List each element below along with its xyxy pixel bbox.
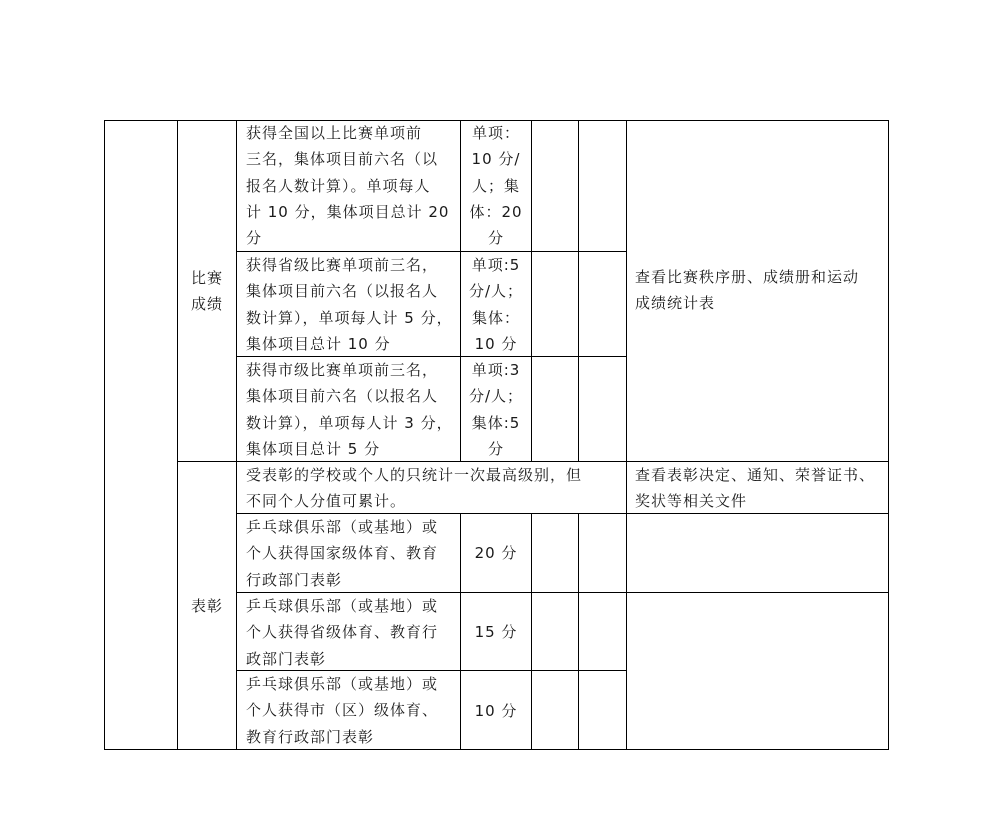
competition-verification xyxy=(635,264,859,317)
commendation-criteria-provincial xyxy=(246,593,438,672)
criteria-line: 集体项目前六名（以报名人 xyxy=(246,282,439,301)
score-line: 10 分/ xyxy=(471,150,521,169)
border-right xyxy=(888,120,889,750)
score-line: 集体:5 xyxy=(471,413,521,432)
commendation-score-national: 20 分 xyxy=(474,544,518,562)
score-line: 分 xyxy=(487,229,504,248)
criteria-line: 教育行政部门表彰 xyxy=(246,727,375,746)
col-divider xyxy=(236,120,237,750)
label-line: 成绩 xyxy=(190,295,223,314)
criteria-line: 获得全国以上比赛单项前 xyxy=(246,124,423,142)
score-line: 分 xyxy=(487,439,504,458)
criteria-line: 行政部门表彰 xyxy=(246,570,343,589)
border-left xyxy=(104,120,105,750)
commendation-verification xyxy=(635,462,875,515)
competition-score-municipal xyxy=(461,357,531,462)
verification-line: 查看表彰决定、通知、荣誉证书、 xyxy=(635,466,876,484)
criteria-line: 乒乓球俱乐部（或基地）或 xyxy=(246,675,439,693)
verification-line: 奖状等相关文件 xyxy=(635,492,748,511)
commendation-score-municipal: 10 分 xyxy=(474,702,518,720)
criteria-line: 分 xyxy=(246,229,263,248)
verification-line: 查看比赛秩序册、成绩册和运动 xyxy=(635,268,860,286)
note-line: 受表彰的学校或个人的只统计一次最高级别，但 xyxy=(246,466,583,484)
score-line: 单项： xyxy=(471,124,520,142)
col-divider xyxy=(531,120,532,462)
score-line: 单项:5 xyxy=(471,256,521,274)
criteria-line: 乒乓球俱乐部（或基地）或 xyxy=(246,597,439,615)
criteria-line: 政部门表彰 xyxy=(246,649,327,668)
score-line: 人；集 xyxy=(471,176,520,195)
competition-section-label xyxy=(177,265,237,318)
criteria-line: 乒乓球俱乐部（或基地）或 xyxy=(246,518,439,536)
competition-criteria-national xyxy=(246,120,449,251)
criteria-line: 个人获得市（区）级体育、 xyxy=(246,701,439,720)
competition-score-provincial xyxy=(461,252,531,357)
competition-criteria-provincial xyxy=(246,252,453,357)
commendation-criteria-municipal xyxy=(246,671,438,750)
score-line: 10 分 xyxy=(474,334,518,353)
score-line: 单项:3 xyxy=(471,361,521,379)
criteria-line: 个人获得国家级体育、教育 xyxy=(246,544,439,563)
competition-criteria-municipal xyxy=(246,357,453,462)
commendation-score-provincial: 15 分 xyxy=(474,623,518,641)
commendation-section-label: 表彰 xyxy=(190,597,223,615)
note-line: 不同个人分值可累计。 xyxy=(246,492,407,511)
score-line: 分/人； xyxy=(468,282,524,301)
criteria-line: 获得省级比赛单项前三名， xyxy=(246,256,439,274)
col-divider xyxy=(578,513,579,750)
criteria-line: 集体项目前六名（以报名人 xyxy=(246,387,439,406)
col-divider xyxy=(177,120,178,750)
col-divider xyxy=(531,513,532,750)
score-line: 集体： xyxy=(471,308,520,327)
col-divider xyxy=(578,120,579,462)
verification-line: 成绩统计表 xyxy=(635,294,716,313)
col-divider xyxy=(626,120,627,750)
competition-score-national xyxy=(461,120,531,251)
criteria-line: 数计算），单项每人计 3 分， xyxy=(246,413,453,432)
criteria-line: 获得市级比赛单项前三名， xyxy=(246,361,439,379)
commendation-note xyxy=(246,462,582,515)
criteria-line: 数计算），单项每人计 5 分， xyxy=(246,308,453,327)
criteria-line: 报名人数计算）。单项每人 xyxy=(246,176,431,195)
label-line: 比赛 xyxy=(190,269,223,287)
criteria-line: 三名，集体项目前六名（以 xyxy=(246,150,439,169)
criteria-line: 集体项目总计 5 分 xyxy=(246,439,381,458)
criteria-line: 个人获得省级体育、教育行 xyxy=(246,623,439,642)
border-bottom xyxy=(104,749,889,750)
score-line: 分/人； xyxy=(468,387,524,406)
score-line: 体：20 xyxy=(469,202,523,221)
commendation-criteria-national xyxy=(246,514,438,593)
criteria-line: 计 10 分，集体项目总计 20 xyxy=(246,202,450,221)
criteria-line: 集体项目总计 10 分 xyxy=(246,334,391,353)
